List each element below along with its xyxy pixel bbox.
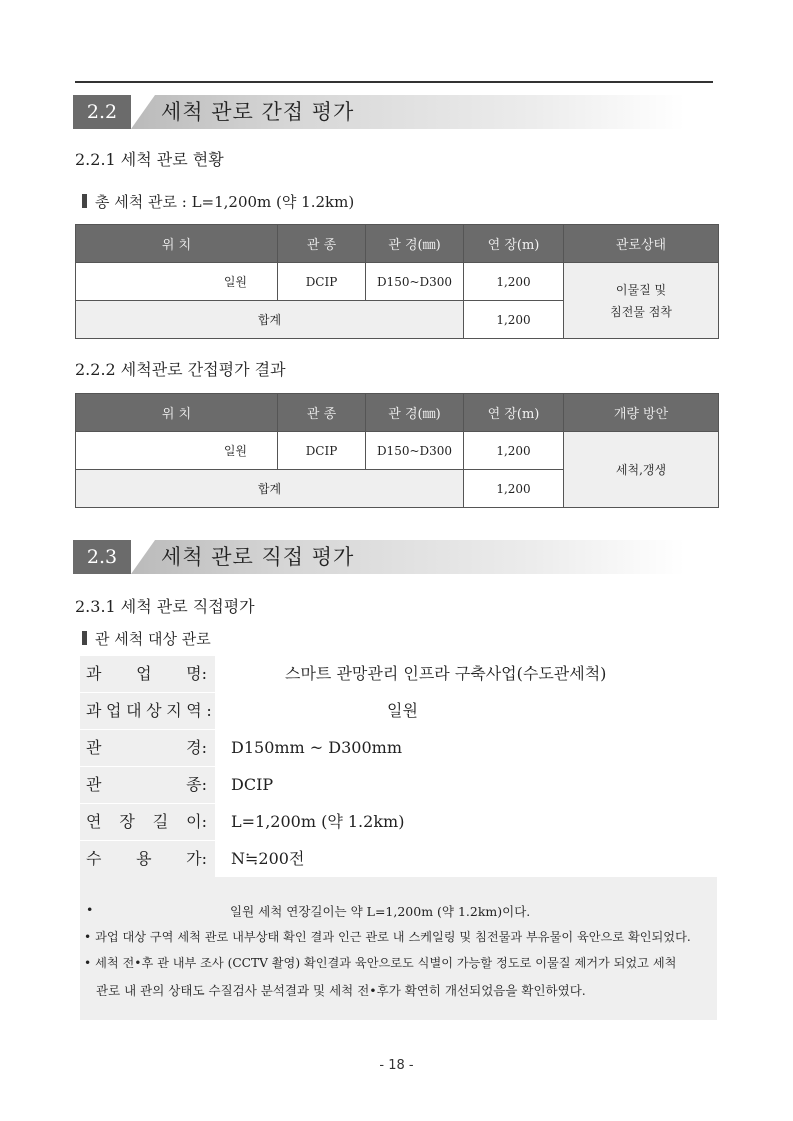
total-length: 1,200 xyxy=(464,470,564,508)
indirect-evaluation-table xyxy=(75,393,719,508)
header-location: 위 치 xyxy=(76,225,278,263)
section-number: 2.2 xyxy=(73,95,131,129)
cell-pipe-type: DCIP xyxy=(278,263,366,301)
subsection-heading-2-3-1: 2.3.1 세척 관로 직접평가 xyxy=(75,597,255,616)
bullet-heading-total-pipe: 총 세척 관로 : L=1,200m (약 1.2km) xyxy=(82,191,354,212)
info-label: 수 용 가: xyxy=(80,841,215,877)
note-line-3: • 세척 전•후 관 내부 조사 (CCTV 촬영) 확인결과 육안으로도 식별이 가능할 정도로 이물질 제거가 되었고 세척 xyxy=(84,956,677,970)
cell-diameter: D150~D300 xyxy=(366,432,464,470)
info-value: DCIP xyxy=(231,775,274,794)
cell-condition: 이물질 및 침전물 점착 xyxy=(564,263,719,339)
header-location: 위 치 xyxy=(76,394,278,432)
info-label: 연 장 길 이: xyxy=(80,804,215,840)
info-row-customers xyxy=(80,841,717,878)
pipe-status-table xyxy=(75,224,719,339)
cell-improvement-plan: 세척,갱생 xyxy=(564,432,719,508)
info-row-diameter xyxy=(80,730,717,767)
note-line-3-cont: 관로 내 관의 상태도 수질검사 분석결과 및 세척 전•후가 확연히 개선되었음을 확인하였다. xyxy=(96,983,586,998)
info-row-pipe-type xyxy=(80,767,717,804)
bullet-heading-target-pipe: 관 세척 대상 관로 xyxy=(82,628,211,649)
info-value: 일원 xyxy=(387,701,418,720)
cell-length: 1,200 xyxy=(464,432,564,470)
bullet-bar xyxy=(82,194,87,208)
note-bullet: • xyxy=(86,902,94,917)
header-diameter: 관 경(㎜) xyxy=(366,225,464,263)
header-length: 연 장(m) xyxy=(464,225,564,263)
total-label: 합계 xyxy=(76,301,464,339)
info-label: 관 경: xyxy=(80,730,215,766)
section-title: 세척 관로 간접 평가 xyxy=(161,100,355,124)
notes-box xyxy=(80,877,717,1020)
header-condition: 관로상태 xyxy=(564,225,719,263)
project-info xyxy=(80,656,717,878)
info-label: 과업대상지역: xyxy=(80,693,215,729)
section-2-2-banner xyxy=(73,95,685,129)
info-row-area xyxy=(80,693,717,730)
info-label: 관 종: xyxy=(80,767,215,803)
header-length: 연 장(m) xyxy=(464,394,564,432)
cell-location: 일원 xyxy=(76,263,278,301)
note-line-2: • 과업 대상 구역 세척 관로 내부상태 확인 결과 인근 관로 내 스케일링 및 침전물과 부유물이 육안으로 확인되었다. xyxy=(84,930,691,944)
cell-pipe-type: DCIP xyxy=(278,432,366,470)
total-label: 합계 xyxy=(76,470,464,508)
info-value: D150mm ~ D300mm xyxy=(231,738,402,757)
section-2-3-banner xyxy=(73,540,685,574)
bullet-bar xyxy=(82,631,87,645)
section-title: 세척 관로 직접 평가 xyxy=(161,545,355,569)
info-value: L=1,200m (약 1.2km) xyxy=(231,812,405,831)
cell-location: 일원 xyxy=(76,432,278,470)
info-value: N≒200전 xyxy=(231,849,305,868)
cell-length: 1,200 xyxy=(464,263,564,301)
info-value: 스마트 관망관리 인프라 구축사업(수도관세척) xyxy=(285,664,607,683)
header-pipe-type: 관 종 xyxy=(278,225,366,263)
cell-diameter: D150~D300 xyxy=(366,263,464,301)
top-rule xyxy=(75,81,713,83)
total-length: 1,200 xyxy=(464,301,564,339)
header-diameter: 관 경(㎜) xyxy=(366,394,464,432)
info-row-project-name xyxy=(80,656,717,693)
subsection-heading-2-2-2: 2.2.2 세척관로 간접평가 결과 xyxy=(75,360,286,379)
header-improvement-plan: 개량 방안 xyxy=(564,394,719,432)
note-line-1: 일원 세척 연장길이는 약 L=1,200m (약 1.2km)이다. xyxy=(230,904,531,919)
page-number: - 18 - xyxy=(379,1058,414,1073)
info-row-length xyxy=(80,804,717,841)
header-pipe-type: 관 종 xyxy=(278,394,366,432)
info-label: 과 업 명: xyxy=(80,656,215,692)
section-number: 2.3 xyxy=(73,540,131,574)
subsection-heading-2-2-1: 2.2.1 세척 관로 현황 xyxy=(75,150,224,169)
